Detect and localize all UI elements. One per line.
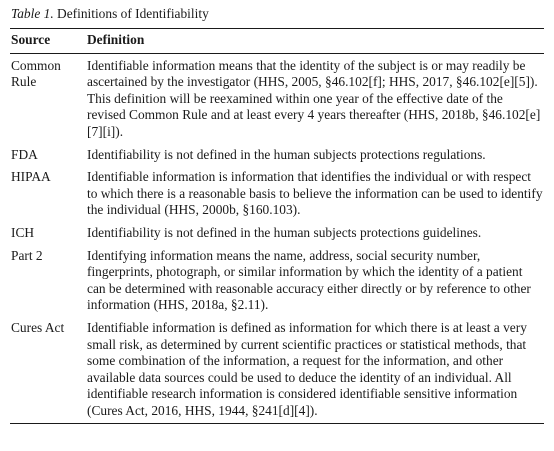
definitions-table [10, 28, 544, 424]
table-row [10, 53, 544, 140]
header-row [10, 29, 544, 54]
table-row [10, 141, 544, 164]
row-definition: Identifying information means the name, address, social security number, fingerprints, photograph, or similar information by which the identity of a patient can be determined with reasonable accuracy either directly or by reference to other information (HHS, 2018a, §2.11). [87, 247, 531, 313]
row-definition: Identifiable information is information that identifies the individual or with respect to which there is a reasonable basis to believe the information can be used to identify the individual (HHS, 2000b, §160.103). [87, 169, 543, 218]
table-row [10, 163, 544, 219]
row-definition: Identifiable information is defined as information for which there is at least a very small risk, as determined by current scientific practices or statistical methods, that some combination of the information, a request for the information, and other available data sources could be used to deduce the identity of an individual. All identifiable research information is considered identifiable sensitive information (Cures Act, 2016, HHS, 1944, §241[d][4]). [87, 314, 544, 424]
table-caption [10, 4, 544, 24]
table-header [10, 29, 544, 54]
table-row [10, 314, 544, 424]
row-source: ICH [11, 224, 35, 240]
row-source: HIPAA [11, 169, 51, 185]
header-source: Source [10, 29, 87, 54]
row-source: Common Rule [11, 57, 61, 90]
table-caption-label: Table 1. [11, 6, 54, 21]
header-definition: Definition [87, 29, 544, 54]
row-definition: Identifiability is not defined in the human subjects protections regulations. [87, 146, 486, 162]
table-body [10, 53, 544, 424]
table-row [10, 242, 544, 314]
table-caption-title: Definitions of Identifiability [57, 6, 209, 21]
row-definition: Identifiability is not defined in the human subjects protections guidelines. [87, 224, 482, 240]
row-source: Part 2 [11, 247, 43, 263]
row-source: Cures Act [10, 314, 87, 424]
row-definition: Identifiable information means that the identity of the subject is or may readily be ascertained by the investigator (HHS, 2005, §46.102[f]; HHS, 2017, §46.102[e][5]). This definition will be reexamined within one year of the effective date of the revised Common Rule and at least every 4 years thereafter (HHS, 2018b, §46.102[e][7][i]). [87, 57, 541, 139]
table-row [10, 219, 544, 242]
row-source: FDA [11, 146, 38, 162]
